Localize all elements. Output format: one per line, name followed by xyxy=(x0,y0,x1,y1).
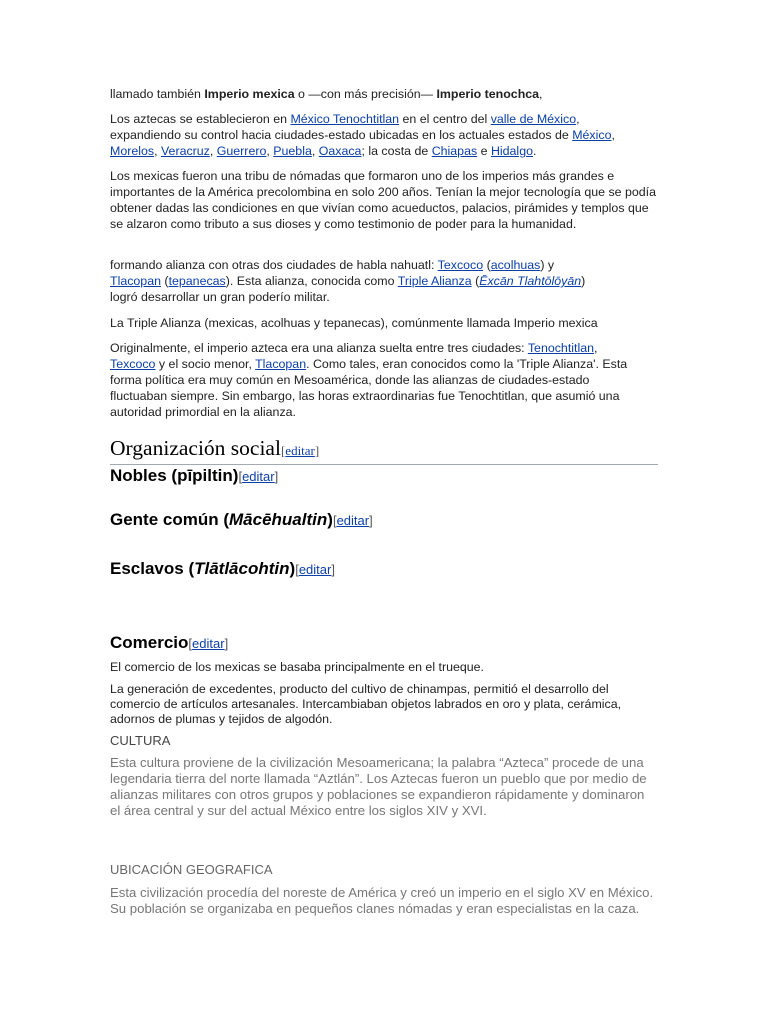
text: en el centro del xyxy=(399,112,491,126)
link-valle-de-mexico[interactable]: valle de México xyxy=(490,112,577,126)
heading-text: ) xyxy=(327,510,333,529)
heading-text: Mācēhualtin xyxy=(229,510,328,529)
bold-term: Imperio mexica xyxy=(204,87,295,101)
text: ) y xyxy=(540,258,555,272)
link-tepanecas[interactable]: tepanecas xyxy=(168,274,226,288)
heading-cultura: CULTURA xyxy=(110,733,171,748)
text: , expandiendo su control hacia ciudades-estado ubicadas en los actuales estados de xyxy=(110,112,580,142)
text: , xyxy=(154,144,161,158)
link-mexico[interactable]: México xyxy=(572,128,612,142)
heading-comercio xyxy=(110,632,228,655)
edit-link[interactable]: editar xyxy=(298,562,332,577)
text: . xyxy=(532,144,537,158)
link-veracruz[interactable]: Veracruz xyxy=(160,144,210,158)
heading-text: ) xyxy=(289,559,296,578)
heading-text: Esclavos ( xyxy=(110,559,195,578)
heading-text: pīpiltin xyxy=(177,466,233,485)
bracket: ] xyxy=(314,443,320,458)
paragraph-alliance xyxy=(110,257,590,305)
text: ( xyxy=(160,274,169,288)
heading-nobles xyxy=(110,465,278,488)
edit-link-wrapper xyxy=(188,636,228,651)
link-mexico-tenochtitlan[interactable]: México Tenochtitlan xyxy=(290,112,400,126)
text: ). Esta alianza, conocida como xyxy=(225,274,398,288)
bold-term: Imperio tenochca xyxy=(436,87,540,101)
link-triple-alianza[interactable]: Triple Alianza xyxy=(397,274,472,288)
text: Los aztecas se establecieron en xyxy=(110,112,291,126)
heading-text: Tlātlācohtin xyxy=(194,559,290,578)
heading-text: ) xyxy=(232,466,239,485)
link-acolhuas[interactable]: acolhuas xyxy=(490,258,541,272)
heading-organizacion-social xyxy=(110,436,658,465)
edit-link-wrapper xyxy=(333,513,373,528)
text: e xyxy=(477,144,491,158)
text: , xyxy=(311,144,319,158)
text: . Como tales, eran conocidos como la 'Triple Alianza'. Esta forma política era muy común en Mesoamérica, donde las alianzas de ciudades-estado fluctuaban siempre. Sin embargo, las horas extraordinarias fue Tenochtitlan, que asumió una autoridad primordial en la alianza. xyxy=(110,357,628,419)
paragraph-excedentes: La generación de excedentes, producto del cultivo de chinampas, permitió el desarrollo del comercio de artículos artesanales. Intercambiaban objetos labrados en oro y plata, cerámica, adornos de plumas y tejidos de algodón. xyxy=(110,682,622,726)
edit-link-wrapper xyxy=(281,443,319,458)
link-morelos[interactable]: Morelos xyxy=(110,144,155,158)
heading-text: Organización social xyxy=(110,436,281,460)
heading-text: Nobles ( xyxy=(110,466,178,485)
link-oaxaca[interactable]: Oaxaca xyxy=(318,144,362,158)
heading-ubicacion: UBICACIÓN GEOGRAFICA xyxy=(110,862,273,877)
heading-text: Comercio xyxy=(110,633,189,652)
bracket: ] xyxy=(224,636,229,651)
edit-link-wrapper xyxy=(295,562,335,577)
link-texcoco-2[interactable]: Texcoco xyxy=(110,357,156,371)
paragraph-originally xyxy=(110,340,640,420)
text: , xyxy=(594,341,598,355)
text: llamado también xyxy=(110,87,205,101)
text: , xyxy=(209,144,217,158)
text: Originalmente, el imperio azteca era una alianza suelta entre tres ciudades: xyxy=(110,341,528,355)
bracket: ] xyxy=(369,513,373,528)
link-tenochtitlan[interactable]: Tenochtitlan xyxy=(527,341,594,355)
edit-link[interactable]: editar xyxy=(336,513,370,528)
link-excan-tlahtoloyan[interactable]: Ēxcān Tlahtōlōyān xyxy=(479,274,582,288)
edit-link[interactable]: editar xyxy=(192,636,225,651)
bracket: [ xyxy=(238,469,243,484)
heading-text: Gente común ( xyxy=(110,510,230,529)
link-texcoco[interactable]: Texcoco xyxy=(437,258,484,272)
heading-esclavos xyxy=(110,558,335,581)
link-hidalgo[interactable]: Hidalgo xyxy=(490,144,533,158)
paragraph-cultura: Esta cultura proviene de la civilización Mesoamericana; la palabra “Azteca” procede de una legendaria tierra del norte llamada “Aztlán”. Los Aztecas fueron un pueblo que por medio de alianzas militares con otros grupos y poblaciones se expandieron rápidamente y dominaron el área central y sur del actual México entre los siglos XIV y XVI. xyxy=(110,755,647,818)
paragraph-mexicas: Los mexicas fueron una tribu de nómadas que formaron uno de los imperios más grandes e importantes de la América precolombina en solo 200 años. Tenían la mejor tecnología que se podía obtener dadas las condiciones en que vivían como acueductos, palacios, pirámides y templos que se alzaron como tributo a sus dioses y como testimonio de poder para la humanidad. xyxy=(110,169,656,231)
bracket: [ xyxy=(332,513,337,528)
link-puebla[interactable]: Puebla xyxy=(273,144,312,158)
edit-link[interactable]: editar xyxy=(242,469,275,484)
text: ( xyxy=(471,274,480,288)
text: y el socio menor, xyxy=(155,357,256,371)
link-tlacopan-2[interactable]: Tlacopan xyxy=(255,357,307,371)
bracket: ] xyxy=(274,469,279,484)
edit-link[interactable]: editar xyxy=(285,443,315,458)
heading-gente-comun xyxy=(110,509,373,532)
paragraph-intro xyxy=(110,86,658,102)
link-chiapas[interactable]: Chiapas xyxy=(431,144,478,158)
paragraph-triple-alianza: La Triple Alianza (mexicas, acolhuas y tepanecas), comúnmente llamada Imperio mexica xyxy=(110,316,598,330)
paragraph-ubicacion: Esta civilización procedía del noreste de América y creó un imperio en el siglo XV en México. Su población se organizaba en pequeños clanes nómadas y eran especialistas en la caza. xyxy=(110,885,654,916)
text: , xyxy=(266,144,274,158)
link-tlacopan[interactable]: Tlacopan xyxy=(110,274,161,288)
paragraph-location xyxy=(110,111,630,159)
paragraph-comercio-trueque: El comercio de los mexicas se basaba principalmente en el trueque. xyxy=(110,660,484,674)
edit-link-wrapper xyxy=(238,469,278,484)
text: o —con más precisión— xyxy=(294,87,437,101)
text: ) logró desarrollar un gran poderío militar. xyxy=(110,274,586,304)
text: formando alianza con otras dos ciudades de habla nahuatl: xyxy=(110,258,438,272)
text: , xyxy=(539,87,543,101)
bracket: [ xyxy=(188,636,193,651)
bracket: ] xyxy=(331,562,335,577)
text: , xyxy=(611,128,615,142)
text: ( xyxy=(483,258,491,272)
bracket: [ xyxy=(295,562,299,577)
text: ; la costa de xyxy=(361,144,432,158)
link-guerrero[interactable]: Guerrero xyxy=(216,144,267,158)
bracket: [ xyxy=(280,443,286,458)
